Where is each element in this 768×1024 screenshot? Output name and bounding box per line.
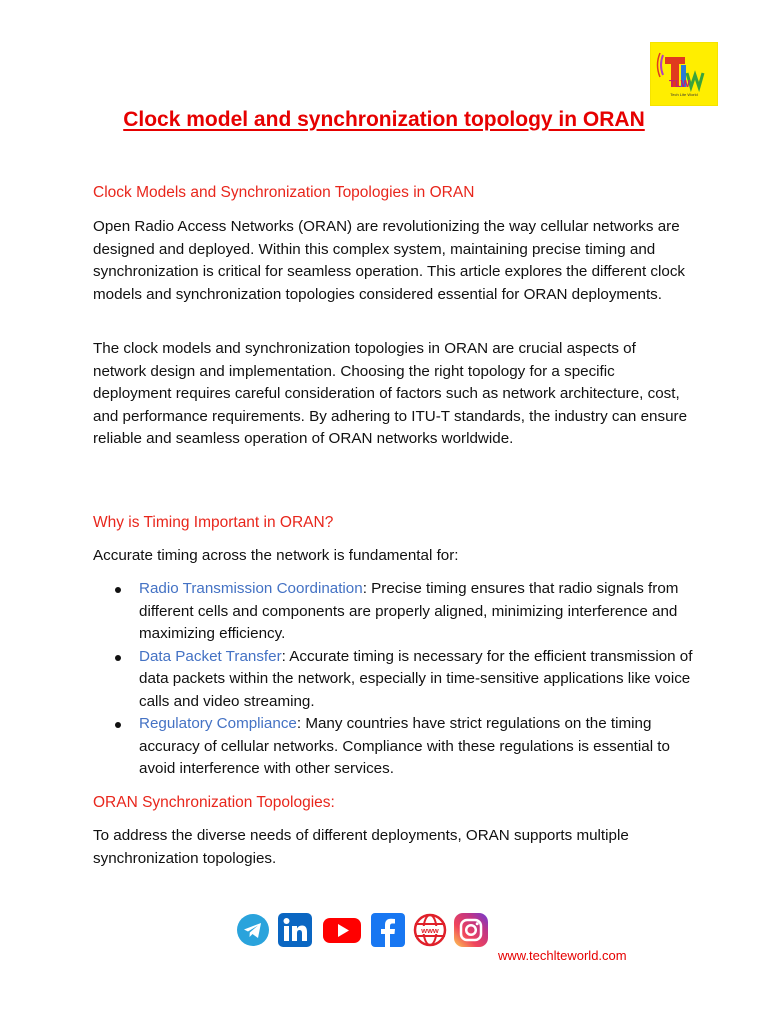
page-title: Clock model and synchronization topology in ORAN — [123, 108, 645, 131]
bullet-term: Regulatory Compliance — [139, 715, 297, 732]
list-item — [93, 713, 693, 781]
list-item — [93, 646, 693, 714]
bullet-term: Data Packet Transfer — [139, 647, 282, 665]
instagram-icon[interactable] — [454, 913, 488, 947]
bullet-dot — [115, 587, 121, 593]
bullet-dot — [115, 722, 121, 728]
section-heading-topologies: ORAN Synchronization Topologies: — [93, 794, 335, 811]
linkedin-icon[interactable] — [278, 913, 312, 947]
bullet-dot — [115, 655, 121, 661]
website-icon[interactable] — [413, 913, 447, 947]
bullet-term: Radio Transmission Coordination — [139, 580, 363, 597]
timing-intro: Accurate timing across the network is fundamental for: — [93, 547, 459, 564]
bullet-text: : Many countries have strict regulations on the timing accuracy of cellular networks. Compliance with these regulations is essential to avoid interference with other services. — [139, 715, 670, 777]
footer-website-link[interactable]: www.techlteworld.com — [498, 948, 627, 963]
logo-brand-text: TLW — [669, 79, 691, 90]
website-icon-label: www — [421, 926, 439, 935]
youtube-icon[interactable] — [322, 913, 362, 947]
topologies-paragraph: To address the diverse needs of different deployments, ORAN supports multiple synchronization topologies. — [93, 827, 629, 867]
summary-paragraph: The clock models and synchronization topologies in ORAN are crucial aspects of network design and implementation. Choosing the right topology for a specific deployment requires careful consideration of factors such as network architecture, cost, and performance requirements. By adhering to ITU-T standards, the industry can ensure reliable and seamless operation of ORAN networks worldwide. — [93, 340, 688, 447]
facebook-icon[interactable] — [371, 913, 405, 947]
logo-caption: Tech Lite World — [670, 92, 698, 97]
telegram-icon[interactable] — [236, 913, 270, 947]
techlteworld-logo — [650, 42, 718, 106]
section-heading-timing: Why is Timing Important in ORAN? — [93, 514, 334, 531]
section-heading-clock-models: Clock Models and Synchronization Topologies in ORAN — [93, 184, 475, 201]
timing-bullet-list — [93, 578, 693, 781]
intro-paragraph: Open Radio Access Networks (ORAN) are revolutionizing the way cellular networks are designed and deployed. Within this complex system, maintaining precise timing and synchronization is critical for seamless operation. This article explores the different clock models and synchronization topologies considered essential for ORAN deployments. — [93, 218, 686, 303]
list-item — [93, 578, 693, 646]
bullet-text: : Precise timing ensures that radio signals from different cells and components are properly aligned, minimizing interference and maximizing efficiency. — [139, 580, 679, 642]
bullet-text: : Accurate timing is necessary for the efficient transmission of data packets within the network, especially in time-sensitive applications like voice calls and video streaming. — [139, 647, 693, 710]
